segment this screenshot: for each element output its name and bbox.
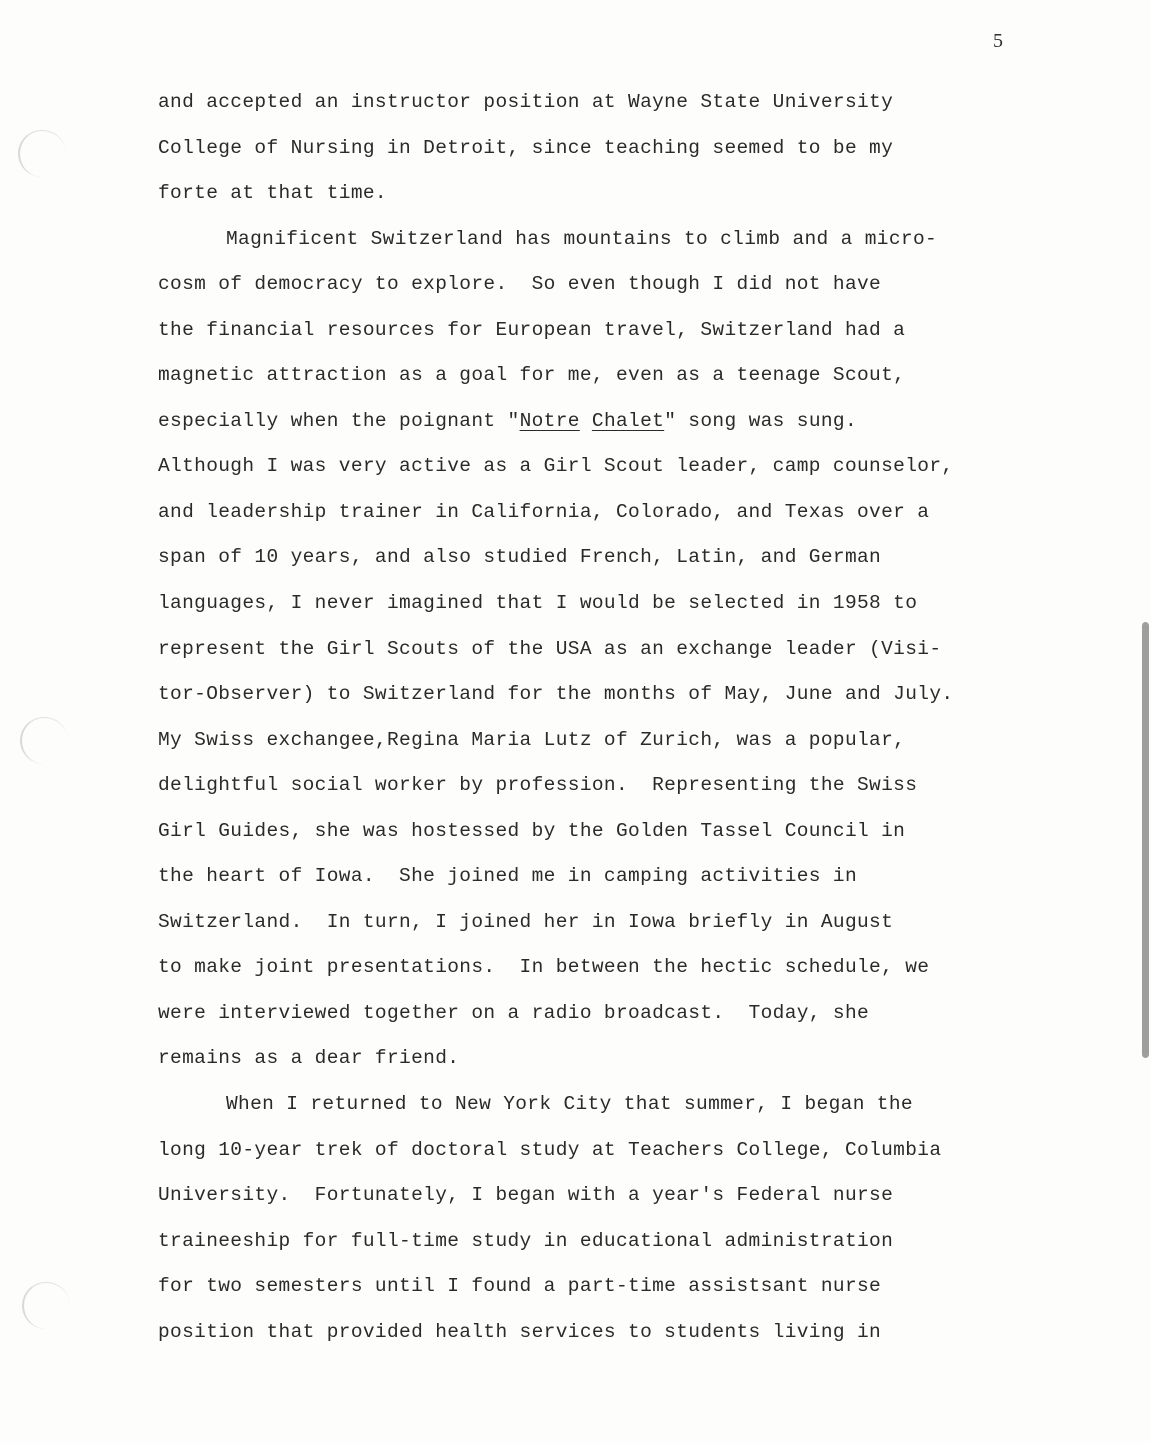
text-line: languages, I never imagined that I would be selected in 1958 to bbox=[158, 592, 918, 615]
text-line: remains as a dear friend. bbox=[158, 1047, 460, 1070]
text-line: span of 10 years, and also studied French, Latin, and German bbox=[158, 546, 882, 569]
vertical-scrollbar[interactable] bbox=[1142, 622, 1149, 1058]
song-title-word: Chalet bbox=[591, 409, 665, 432]
page-number: 5 bbox=[993, 30, 1003, 52]
text-line: When I returned to New York City that summer, I began the bbox=[226, 1093, 913, 1116]
text-line: to make joint presentations. In between the hectic schedule, we bbox=[158, 956, 930, 979]
text-line: long 10-year trek of doctoral study at Teachers College, Columbia bbox=[158, 1138, 942, 1161]
text-line: magnetic attraction as a goal for me, even as a teenage Scout, bbox=[158, 364, 906, 387]
text-line: Girl Guides, she was hostessed by the Golden Tassel Council in bbox=[158, 819, 906, 842]
text-line: Magnificent Switzerland has mountains to climb and a micro- bbox=[226, 227, 938, 250]
body-text bbox=[158, 80, 1078, 1355]
text-line: College of Nursing in Detroit, since teaching seemed to be my bbox=[158, 136, 894, 159]
text-line: Although I was very active as a Girl Scout leader, camp counselor, bbox=[158, 455, 954, 478]
text-fragment: especially when the poignant " bbox=[158, 409, 520, 432]
text-line: position that provided health services to students living in bbox=[158, 1320, 882, 1343]
text-fragment: " song was sung. bbox=[664, 409, 858, 432]
text-line: delightful social worker by profession. Representing the Swiss bbox=[158, 774, 918, 797]
punch-hole-mark bbox=[20, 717, 68, 764]
song-title-word: Notre bbox=[519, 409, 580, 432]
text-line: traineeship for full-time study in educational administration bbox=[158, 1229, 894, 1252]
text-line: the financial resources for European travel, Switzerland had a bbox=[158, 318, 906, 341]
punch-hole-mark bbox=[22, 1282, 70, 1329]
text-line: Switzerland. In turn, I joined her in Iowa briefly in August bbox=[158, 910, 894, 933]
text-line: represent the Girl Scouts of the USA as an exchange leader (Visi- bbox=[158, 637, 942, 660]
text-line: and accepted an instructor position at Wayne State University bbox=[158, 91, 894, 113]
text-line: for two semesters until I found a part-time assistsant nurse bbox=[158, 1275, 882, 1298]
text-line: were interviewed together on a radio broadcast. Today, she bbox=[158, 1001, 870, 1024]
punch-hole-mark bbox=[18, 130, 66, 177]
text-fragment bbox=[580, 410, 592, 432]
text-line: forte at that time. bbox=[158, 182, 387, 205]
text-line: cosm of democracy to explore. So even though I did not have bbox=[158, 273, 882, 296]
text-line: the heart of Iowa. She joined me in camping activities in bbox=[158, 865, 858, 888]
text-line-with-song-title bbox=[158, 399, 1078, 445]
text-line: tor-Observer) to Switzerland for the months of May, June and July. bbox=[158, 683, 954, 706]
text-line: and leadership trainer in California, Colorado, and Texas over a bbox=[158, 500, 930, 523]
text-line: University. Fortunately, I began with a year's Federal nurse bbox=[158, 1184, 894, 1207]
text-line: My Swiss exchangee,Regina Maria Lutz of Zurich, was a popular, bbox=[158, 728, 906, 751]
